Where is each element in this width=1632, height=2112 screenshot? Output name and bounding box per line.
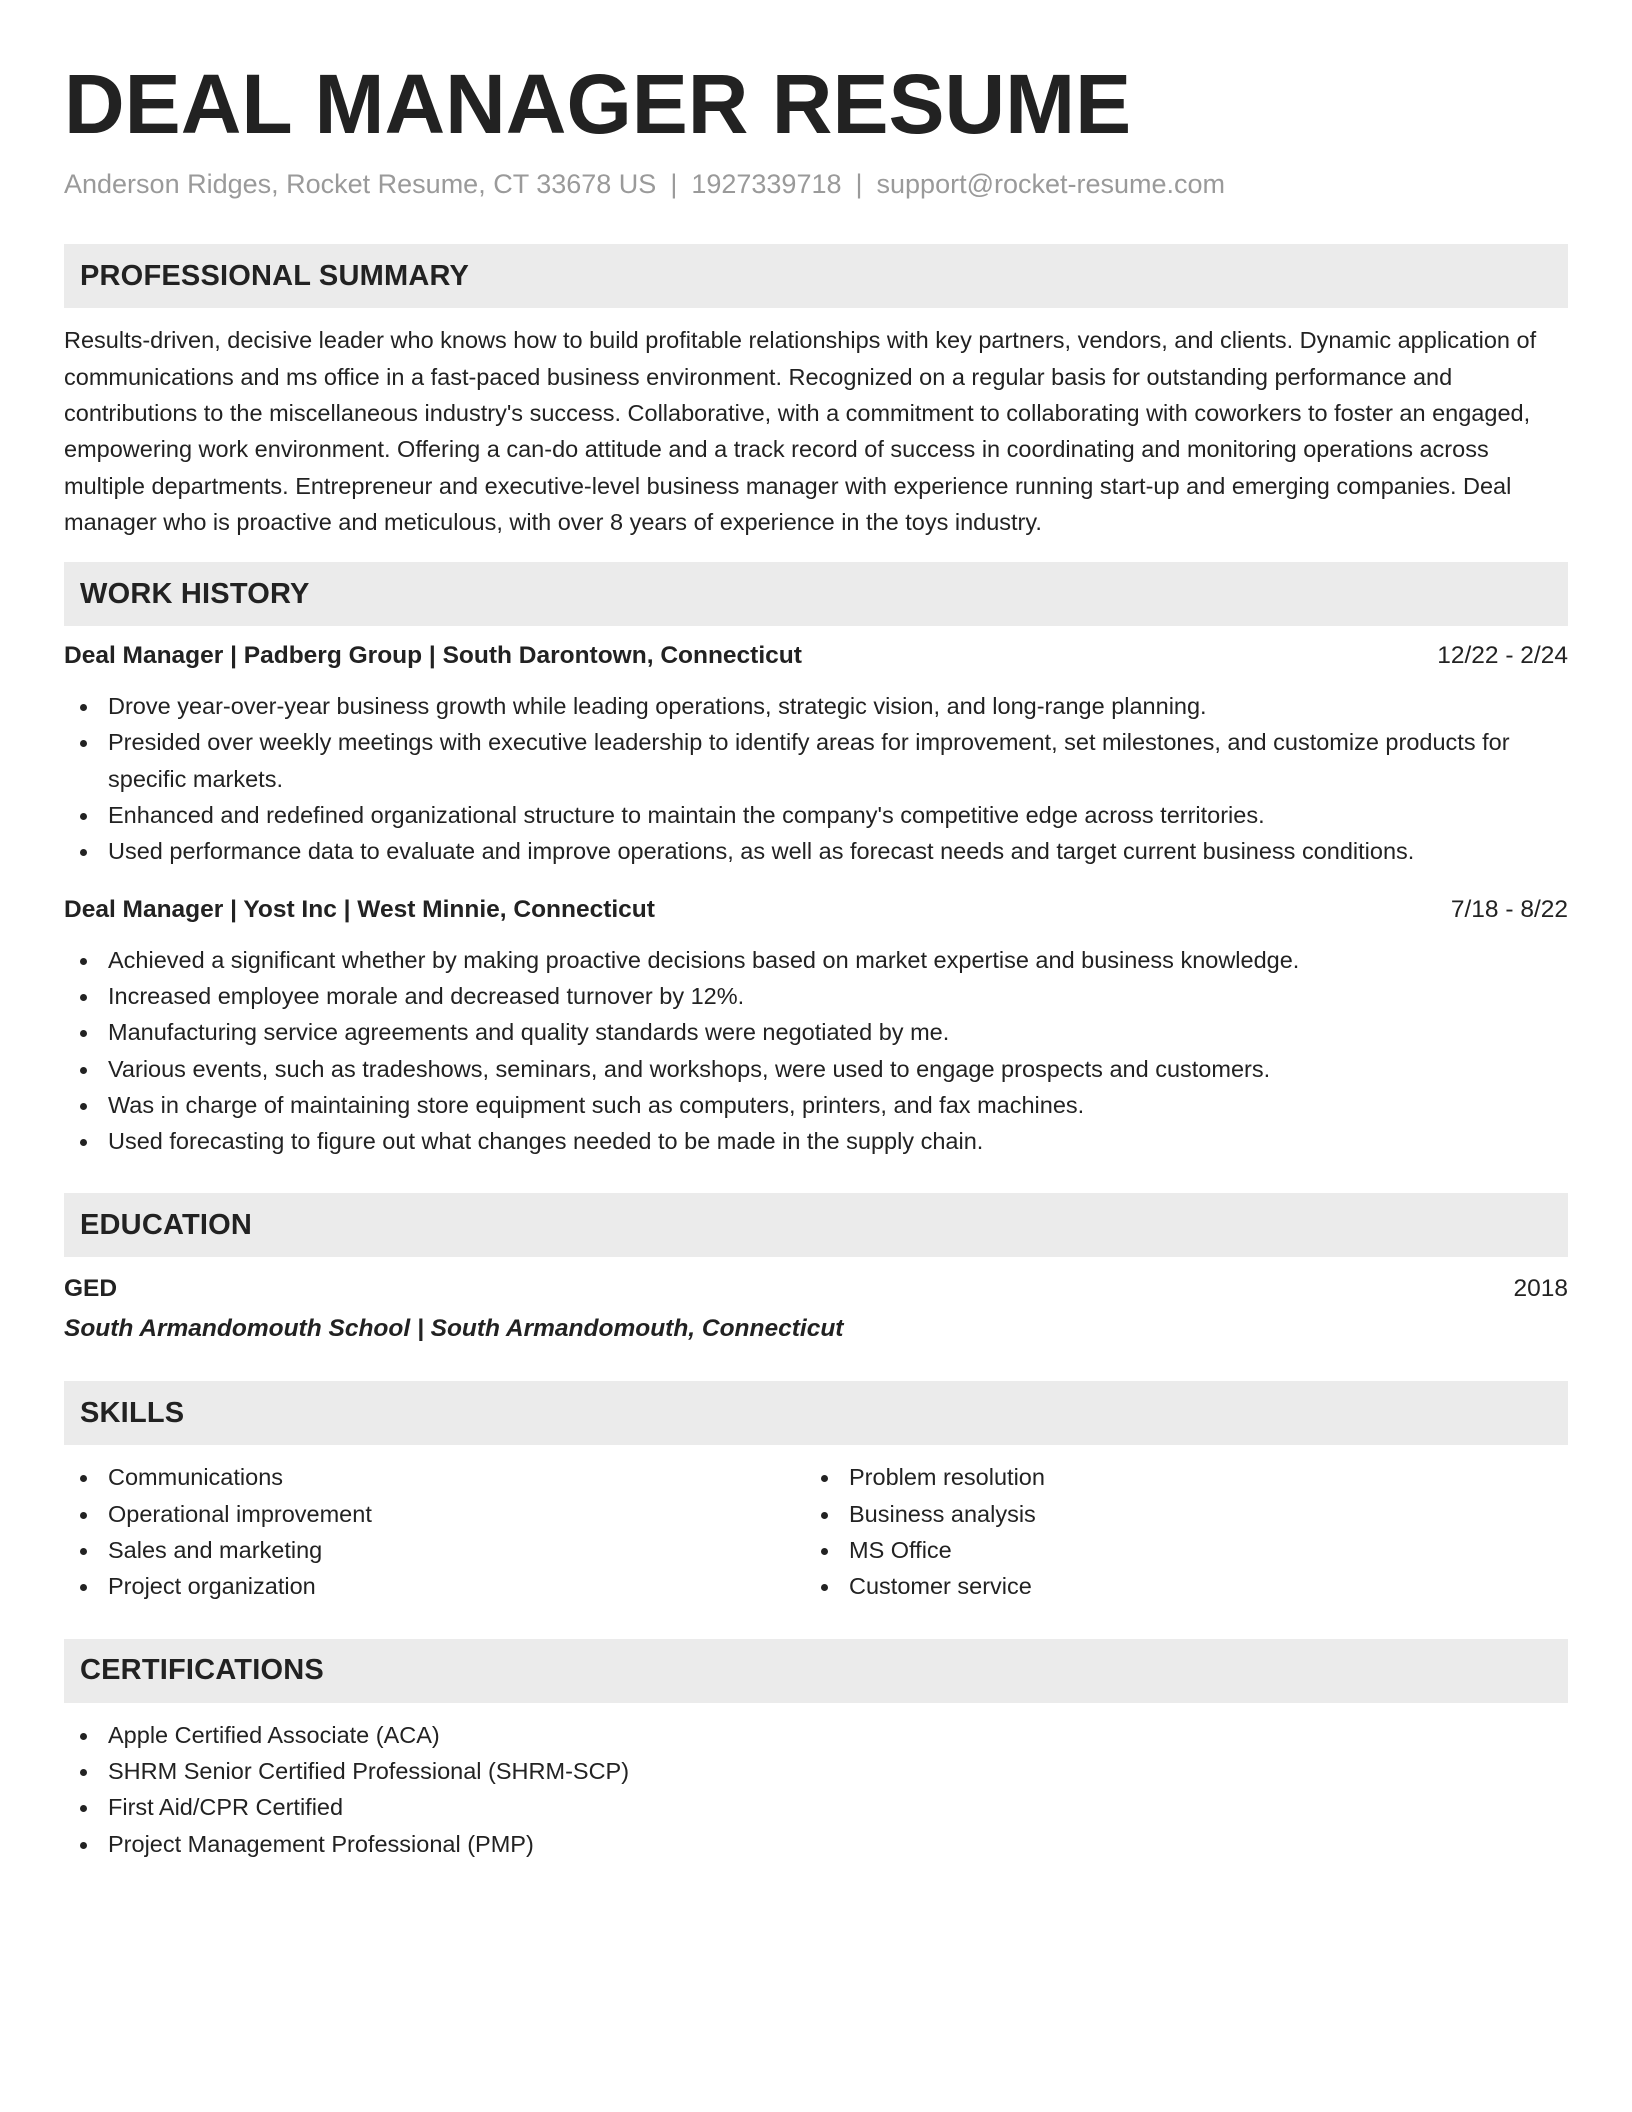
list-item: Achieved a significant whether by making proactive decisions based on market expertise and business knowledge. — [64, 942, 1568, 978]
page-title: DEAL MANAGER RESUME — [64, 57, 1132, 151]
list-item: Apple Certified Associate (ACA) — [64, 1717, 1568, 1753]
section-header-work-history: WORK HISTORY — [64, 562, 1568, 626]
job-header — [64, 892, 1568, 928]
job-entry — [64, 892, 1568, 1160]
list-item: Business analysis — [805, 1496, 1546, 1532]
summary-text: Results-driven, decisive leader who knows how to build profitable relationships with key partners, vendors, and clients. Dynamic application of communications and ms office in a fast-paced business environment. Recognized on a regular basis for outstanding performance and contributions to the miscellaneous industry's success. Collaborative, with a commitment to collaborating with coworkers to foster an engaged, empowering work environment. Offering a can-do attitude and a track record of success in coordinating and monitoring operations across multiple departments. Entrepreneur and executive-level business manager with experience running start-up and emerging companies. Deal manager who is proactive and meticulous, with over 8 years of experience in the toys industry. — [64, 327, 1537, 535]
list-item: Was in charge of maintaining store equipment such as computers, printers, and fax machines. — [64, 1087, 1568, 1123]
list-item: Problem resolution — [805, 1459, 1546, 1495]
list-item: Presided over weekly meetings with executive leadership to identify areas for improvement, set milestones, and customize products for specific markets. — [64, 724, 1568, 797]
list-item: Sales and marketing — [64, 1532, 805, 1568]
list-item: SHRM Senior Certified Professional (SHRM-SCP) — [64, 1753, 1568, 1789]
job-dates: 7/18 - 8/22 — [1450, 895, 1568, 923]
certifications-list — [64, 1717, 1568, 1862]
list-item: First Aid/CPR Certified — [64, 1789, 1568, 1825]
list-item: MS Office — [805, 1532, 1546, 1568]
job-bullets — [64, 688, 1568, 869]
job-dates: 12/22 - 2/24 — [1437, 642, 1568, 670]
education-school: South Armandomouth School | South Armandomouth, Connecticut — [64, 1315, 844, 1343]
job-title: Deal Manager | Padberg Group | South Darontown, Connecticut — [64, 642, 802, 670]
education-year: 2018 — [1513, 1275, 1568, 1303]
section-header-certifications: CERTIFICATIONS — [64, 1639, 1568, 1703]
section-header-skills: SKILLS — [64, 1381, 1568, 1445]
list-item: Customer service — [805, 1568, 1546, 1604]
list-item: Drove year-over-year business growth while leading operations, strategic vision, and long-range planning. — [64, 688, 1568, 724]
contact-address: Anderson Ridges, Rocket Resume, CT 33678 US — [64, 169, 657, 199]
education-degree: GED — [64, 1275, 118, 1303]
list-item: Project Management Professional (PMP) — [64, 1826, 1568, 1862]
list-item: Used forecasting to figure out what changes needed to be made in the supply chain. — [64, 1123, 1568, 1159]
job-title: Deal Manager | Yost Inc | West Minnie, Connecticut — [64, 895, 655, 923]
contact-line — [64, 168, 1568, 200]
job-bullets — [64, 942, 1568, 1160]
education-header — [64, 1271, 1568, 1307]
section-header-summary: PROFESSIONAL SUMMARY — [64, 244, 1568, 308]
skills-column-right — [805, 1459, 1546, 1604]
job-header — [64, 638, 1568, 674]
list-item: Used performance data to evaluate and improve operations, as well as forecast needs and target current business conditions. — [64, 833, 1568, 869]
section-header-education: EDUCATION — [64, 1193, 1568, 1257]
list-item: Communications — [64, 1459, 805, 1495]
skills-column-left — [64, 1459, 805, 1604]
skills-grid — [64, 1459, 1568, 1604]
list-item: Project organization — [64, 1568, 805, 1604]
list-item: Operational improvement — [64, 1496, 805, 1532]
list-item: Increased employee morale and decreased turnover by 12%. — [64, 978, 1568, 1014]
list-item: Various events, such as tradeshows, seminars, and workshops, were used to engage prospects and customers. — [64, 1051, 1568, 1087]
education-entry — [64, 1271, 1568, 1347]
list-item: Manufacturing service agreements and quality standards were negotiated by me. — [64, 1014, 1568, 1050]
job-entry — [64, 638, 1568, 869]
contact-separator: | — [855, 169, 863, 199]
list-item: Enhanced and redefined organizational structure to maintain the company's competitive edge across territories. — [64, 797, 1568, 833]
contact-email: support@rocket-resume.com — [876, 169, 1226, 199]
contact-separator: | — [670, 169, 678, 199]
contact-phone: 1927339718 — [691, 169, 842, 199]
resume-page — [64, 0, 1568, 1862]
